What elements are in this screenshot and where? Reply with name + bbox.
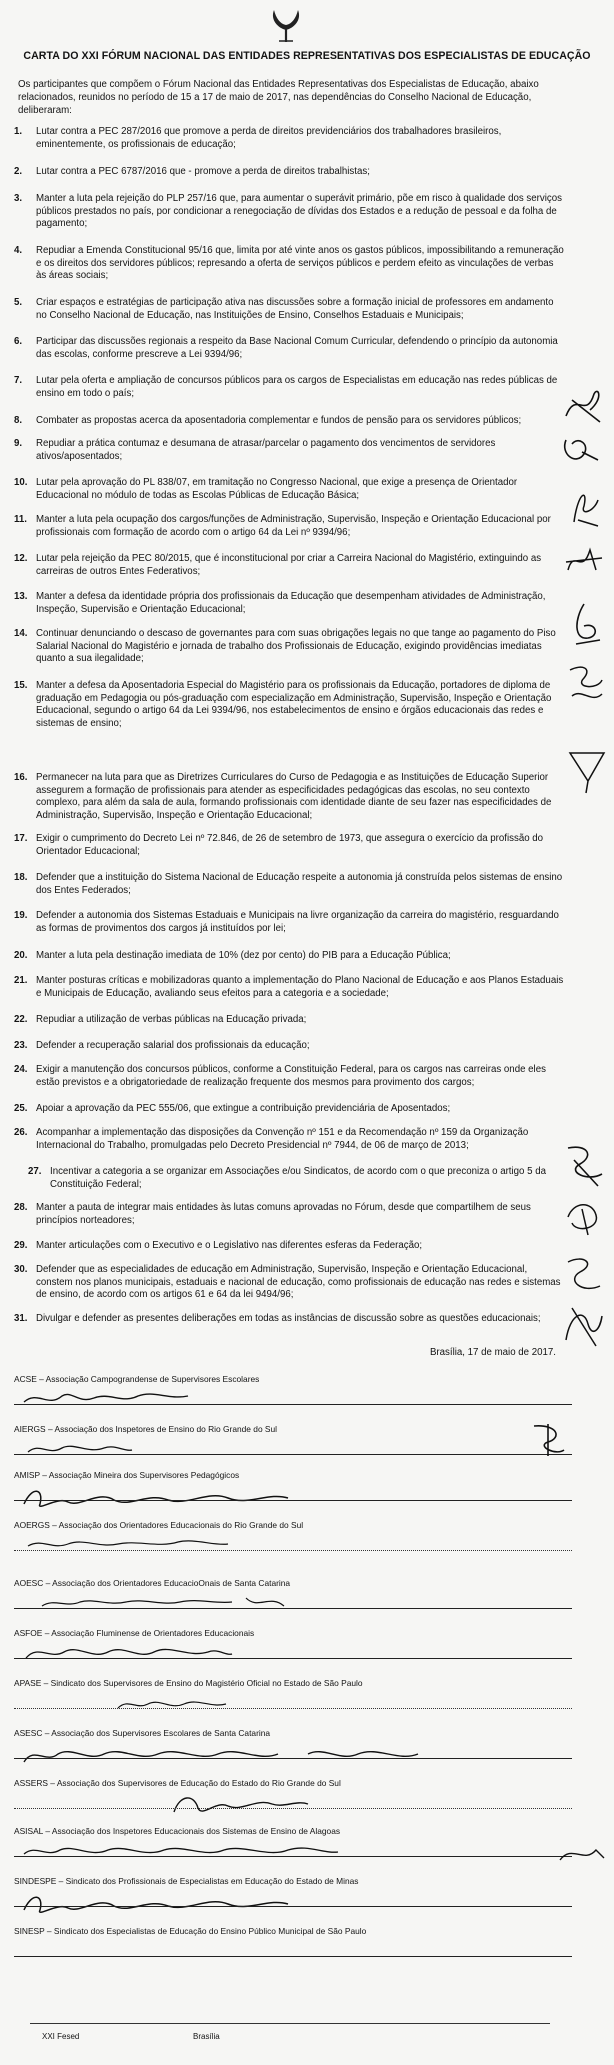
item-number: 10. (14, 477, 28, 488)
signature-line (14, 1856, 572, 1857)
margin-initial-signature (558, 430, 604, 470)
deliberation-item (14, 126, 562, 151)
deliberation-item (14, 297, 562, 322)
handwritten-signature (18, 1590, 298, 1614)
deliberation-item (14, 553, 562, 578)
signatory-block (14, 1628, 574, 1678)
deliberation-item (14, 438, 562, 463)
item-text: Manter a defesa da Aposentadoria Especial do Magistério para os profissionais da Educação, portadores de diploma de graduação em Pedagogia ou pós-graduação com especialização em Administração, Supervisão, Inspeção e Orientação Educacional, segundo o artigo 64 da Lei 9394/96, nos estabelecimentos de ensino e órgãos educacionais das redes e sistemas de ensino; (36, 680, 552, 729)
entity-name: AMISP – Associação Mineira dos Supervisores Pedagógicos (14, 1470, 240, 1480)
margin-initial-signature (562, 660, 608, 706)
signatory-block (14, 1678, 574, 1728)
item-text: Repudiar a prática contumaz e desumana de atrasar/parcelar o pagamento dos vencimentos de servidores ativos/aposentados; (36, 438, 496, 462)
item-text: Continuar denunciando o descaso de governantes para com suas obrigações legais no que tange ao pagamento do Piso Salarial Nacional do Magistério e jornada de trabalho dos Profissionais de Educação, exigindo providências imediatas quanto a sua ilegalidade; (36, 628, 556, 664)
item-number: 8. (14, 415, 23, 426)
signatory-block (14, 1520, 574, 1570)
item-text: Acompanhar a implementação das disposições da Convenção nº 151 e da Recomendação nº 159 da Organização Internacional do Trabalho, promulgadas pelo Decreto Presidencial nº 7944, de 06 de março de 2013; (36, 1127, 529, 1151)
signature-line (14, 1758, 572, 1759)
deliberation-item (14, 166, 562, 179)
signatory-block (14, 1778, 574, 1828)
margin-initial-signature (562, 1195, 606, 1239)
signatory-block (14, 1374, 574, 1424)
item-number: 25. (14, 1103, 28, 1114)
deliberation-item (14, 245, 562, 283)
deliberation-item (14, 193, 562, 231)
signature-line (14, 1454, 572, 1455)
deliberation-item (14, 514, 562, 539)
handwritten-signature (18, 1436, 138, 1460)
entity-name: ACSE – Associação Campograndense de Supervisores Escolares (14, 1374, 260, 1384)
deliberation-item (14, 336, 562, 361)
signatory-block (14, 1926, 574, 1976)
item-text: Manter a luta pela rejeição do PLP 257/16 que, para aumentar o superávit primário, põe em risco à qualidade dos serviços públicos prestados no país, por condicionar a renegociação de dívidas dos Estados e a redução de pessoal e da folha de pagamento; (36, 193, 562, 229)
item-number: 28. (14, 1202, 28, 1213)
handwritten-signature (18, 1386, 198, 1410)
deliberation-item (14, 1040, 562, 1053)
entity-name: AOERGS – Associação dos Orientadores Educacionais do Rio Grande do Sul (14, 1520, 304, 1530)
item-text: Lutar pela aprovação do PL 838/07, em tramitação no Congresso Nacional, que exige a presença de Orientador Educacional no módulo de todas as Escolas Públicas de Educação Básica; (36, 477, 518, 501)
item-number: 5. (14, 297, 23, 308)
deliberation-item (14, 910, 562, 935)
deliberation-item (14, 628, 562, 666)
item-text: Defender que a instituição do Sistema Nacional de Educação respeite a autonomia já construída pelos sistemas de ensino dos Entes Federados; (36, 872, 563, 896)
deliberation-item (14, 1313, 562, 1326)
item-number: 4. (14, 245, 23, 256)
deliberation-item (14, 1103, 562, 1116)
item-text: Combater as propostas acerca da aposentadoria complementar e fundos de pensão para os servidores públicos; (36, 415, 522, 426)
item-number: 19. (14, 910, 28, 921)
item-number: 15. (14, 680, 28, 691)
deliberation-item (14, 772, 562, 822)
entity-name: AOESC – Associação dos Orientadores EducacioOnais de Santa Catarina (14, 1578, 291, 1588)
item-text: Repudiar a Emenda Constitucional 95/16 que, limita por até vinte anos os gastos públicos, impossibilitando a remuneração e os direitos dos servidores públicos; represando a oferta de serviços públicos e perdem efeito as vinculações de verbas às áreas sociais; (36, 245, 564, 281)
entity-name: AIERGS – Associação dos Inspetores de Ensino do Rio Grande do Sul (14, 1424, 278, 1434)
item-number: 29. (14, 1240, 28, 1251)
margin-initial-signature (558, 1140, 608, 1190)
deliberation-item (14, 1014, 562, 1027)
deliberation-item (14, 375, 562, 400)
item-number: 1. (14, 126, 23, 137)
deliberation-item (14, 477, 562, 502)
entity-name: ASESC – Associação dos Supervisores Escolares de Santa Catarina (14, 1728, 271, 1738)
margin-initial-signature (566, 600, 606, 646)
item-text: Repudiar a utilização de verbas públicas na Educação privada; (36, 1014, 307, 1025)
signatory-block (14, 1826, 574, 1876)
item-number: 3. (14, 193, 23, 204)
signature-line (14, 1906, 572, 1907)
item-number: 11. (14, 514, 27, 525)
item-text: Defender que as especialidades de educação em Administração, Supervisão, Inspeção e Orientação Educacional, constem nos planos municipais, estaduais e nacional de educação, como profissionais de educação nas redes e sistemas de ensino, de acordo com os artigos 61 e 64 da lei 9494/96; (36, 1264, 561, 1300)
signature-line (14, 1808, 572, 1809)
margin-initial-signature (560, 380, 610, 430)
item-text: Manter a luta pela destinação imediata de 10% (dez por cento) do PIB para a Educação Pública; (36, 950, 451, 961)
margin-initial-signature (560, 1300, 606, 1350)
deliberation-item (14, 975, 562, 1000)
margin-initial-signature (556, 1840, 606, 1870)
signature-line (14, 1404, 572, 1405)
deliberation-item (14, 950, 562, 963)
footer-right-text: Brasília (193, 2032, 220, 2041)
item-number: 7. (14, 375, 23, 386)
item-text: Manter posturas críticas e mobilizadoras quanto a implementação do Plano Nacional de Educação e aos Planos Estaduais e Municipais de Educação, avaliando seus efeitos para a categoria e a sociedade; (36, 975, 564, 999)
item-text: Manter articulações com o Executivo e o Legislativo nas diferentes esferas da Federação; (36, 1240, 423, 1251)
handwritten-signature (18, 1740, 438, 1770)
item-text: Lutar contra a PEC 6787/2016 que - promove a perda de direitos trabalhistas; (36, 166, 370, 177)
document-title: CARTA DO XXI FÓRUM NACIONAL DAS ENTIDADES REPRESENTATIVAS DOS ESPECIALISTAS DE EDUCAÇÃO (23, 50, 591, 62)
item-text: Apoiar a aprovação da PEC 555/06, que extingue a contribuição previdenciária de Aposentados; (36, 1103, 451, 1114)
entity-name: APASE – Sindicato dos Supervisores de Ensino do Magistério Oficial no Estado de São Paulo (14, 1678, 363, 1688)
item-number: 26. (14, 1127, 28, 1138)
handwritten-signature (18, 1532, 238, 1556)
document-date: Brasília, 17 de maio de 2017. (429, 1347, 556, 1358)
entity-name: ASFOE – Associação Fluminense de Orientadores Educacionais (14, 1628, 255, 1638)
deliberation-item (14, 415, 562, 428)
margin-initial-signature (566, 745, 608, 795)
handwritten-signature (110, 1690, 270, 1716)
entity-name: SINESP – Sindicato dos Especialistas de Educação do Ensino Público Municipal de São Paulo (14, 1926, 367, 1936)
item-text: Exigir a manutenção dos concursos públicos, conforme a Constituição Federal, para os cargos nas carreiras onde eles estão previstos e a obrigatoriedade de realização frequente dos mesmos para provimento dos cargos; (36, 1064, 546, 1088)
signature-line (14, 1550, 572, 1551)
deliberation-item (14, 872, 562, 897)
entity-name: SINDESPE – Sindicato dos Profissionais de Especialistas em Educação do Estado de Minas (14, 1876, 359, 1886)
item-number: 9. (14, 438, 23, 449)
item-number: 21. (14, 975, 28, 986)
item-text: Lutar pela oferta e ampliação de concursos públicos para os cargos de Especialistas em educação nas redes públicas de ensino em todo o país; (36, 375, 558, 399)
item-number: 18. (14, 872, 28, 883)
handwritten-signature (18, 1640, 238, 1666)
entity-name: ASISAL – Associação dos Inspetores Educacionais dos Sistemas de Ensino de Alagoas (14, 1826, 341, 1836)
signature-line (14, 1608, 572, 1609)
item-number: 27. (28, 1166, 42, 1177)
deliberation-item (14, 1240, 562, 1253)
item-number: 6. (14, 336, 23, 347)
margin-initial-signature (568, 482, 608, 528)
item-number: 12. (14, 553, 28, 564)
item-number: 13. (14, 591, 28, 602)
handwritten-signature (164, 1790, 324, 1818)
deliberation-item (14, 1264, 562, 1302)
item-number: 17. (14, 833, 28, 844)
footer-left-text: XXI Fesed (42, 2032, 80, 2041)
footer-divider (30, 2023, 550, 2024)
signatory-block (14, 1728, 574, 1778)
handwritten-signature (18, 1482, 318, 1512)
handwritten-signature (18, 1838, 348, 1864)
margin-initial-signature (560, 1250, 606, 1298)
deliberation-item (14, 1064, 562, 1089)
signatory-block (14, 1424, 574, 1474)
deliberation-item (14, 1127, 562, 1152)
signature-line (14, 1658, 572, 1659)
item-text: Incentivar a categoria a se organizar em Associações e/ou Sindicatos, de acordo com o que preconiza o artigo 5 da Constituição Federal; (50, 1166, 546, 1190)
item-text: Lutar pela rejeição da PEC 80/2015, que é inconstitucional por criar a Carreira Nacional do Magistério, extinguindo as carreiras de outros Entes Federativos; (36, 553, 542, 577)
item-number: 14. (14, 628, 28, 639)
item-number: 2. (14, 166, 23, 177)
signature-line (14, 1956, 572, 1957)
item-text: Divulgar e defender as presentes deliberações em todas as instâncias de discussão sobre as questões educacionais; (36, 1313, 541, 1324)
deliberation-item (14, 680, 562, 730)
item-number: 24. (14, 1064, 28, 1075)
item-text: Exigir o cumprimento do Decreto Lei nº 72.846, de 26 de setembro de 1973, que assegura o exercício da profissão do Orientador Educacional; (36, 833, 544, 857)
item-text: Defender a autonomia dos Sistemas Estaduais e Municipais na livre organização da carreira do magistério, resguardando as formas de provimentos dos cargos já instituídos por lei; (36, 910, 559, 934)
item-text: Lutar contra a PEC 287/2016 que promove a perda de direitos previdenciários dos trabalhadores brasileiros, eminentemente, os profissionais de educação; (36, 126, 502, 150)
document-intro: Os participantes que compõem o Fórum Nacional das Entidades Representativas dos Especialistas de Educação, abaixo relacionados, reunidos no período de 15 a 17 de maio de 2017, nas dependências do Conselho Nacional de Educação, deliberaram: (18, 79, 539, 116)
deliberation-item (14, 591, 562, 616)
item-text: Criar espaços e estratégias de participação ativa nas discussões sobre a formação inicial de professores em andamento no Conselho Nacional de Educação, nas Instituições de Ensino, Conselhos Estaduais e Municipais; (36, 297, 554, 321)
item-text: Permanecer na luta para que as Diretrizes Curriculares do Curso de Pedagogia e as Instituições de Educação Superior assegurem a formação de profissionais para atender as especificidades pedagógicas das escolas, no seu contexto complexo, para além da sala de aula, formando profissionais com identidade diante de seu fazer nas especificidades de Administração, Supervisão, Inspeção e Orientação Educacional; (36, 772, 552, 821)
handwritten-signature (18, 1888, 318, 1918)
deliberation-item (28, 1166, 548, 1191)
deliberation-item (14, 1202, 562, 1227)
entity-name: ASSERS – Associação dos Supervisores de Educação do Estado do Rio Grande do Sul (14, 1778, 341, 1788)
signature-line (14, 1500, 572, 1501)
margin-initial-signature (528, 1420, 568, 1460)
item-text: Manter a luta pela ocupação dos cargos/funções de Administração, Supervisão, Inspeção e Orientação Educacional por profissionais com formação de acordo com o artigo 64 da Lei nº 9394/96; (36, 514, 551, 538)
signature-line (14, 1708, 572, 1709)
item-number: 30. (14, 1264, 28, 1275)
item-number: 16. (14, 772, 28, 783)
signatory-block (14, 1578, 574, 1628)
margin-initial-signature (562, 540, 606, 580)
item-text: Defender a recuperação salarial dos profissionais da educação; (36, 1040, 310, 1051)
item-number: 22. (14, 1014, 28, 1025)
deliberation-item (14, 833, 562, 858)
item-text: Manter a defesa da identidade própria dos profissionais da Educação que desempenham atividades de Administração, Inspeção, Supervisão e Orientação Educacional; (36, 591, 546, 615)
item-number: 31. (14, 1313, 28, 1324)
forum-logo-icon (266, 8, 306, 44)
item-number: 23. (14, 1040, 28, 1051)
item-text: Participar das discussões regionais a respeito da Base Nacional Comum Curricular, defendendo o princípio da autonomia das escolas, conforme prescreve a Lei 9394/96; (36, 336, 558, 360)
item-number: 20. (14, 950, 28, 961)
signatory-block (14, 1470, 574, 1520)
signatory-block (14, 1876, 574, 1926)
item-text: Manter a pauta de integrar mais entidades às lutas comuns aprovadas no Fórum, desde que compartilhem de seus princípios norteadores; (36, 1202, 531, 1226)
